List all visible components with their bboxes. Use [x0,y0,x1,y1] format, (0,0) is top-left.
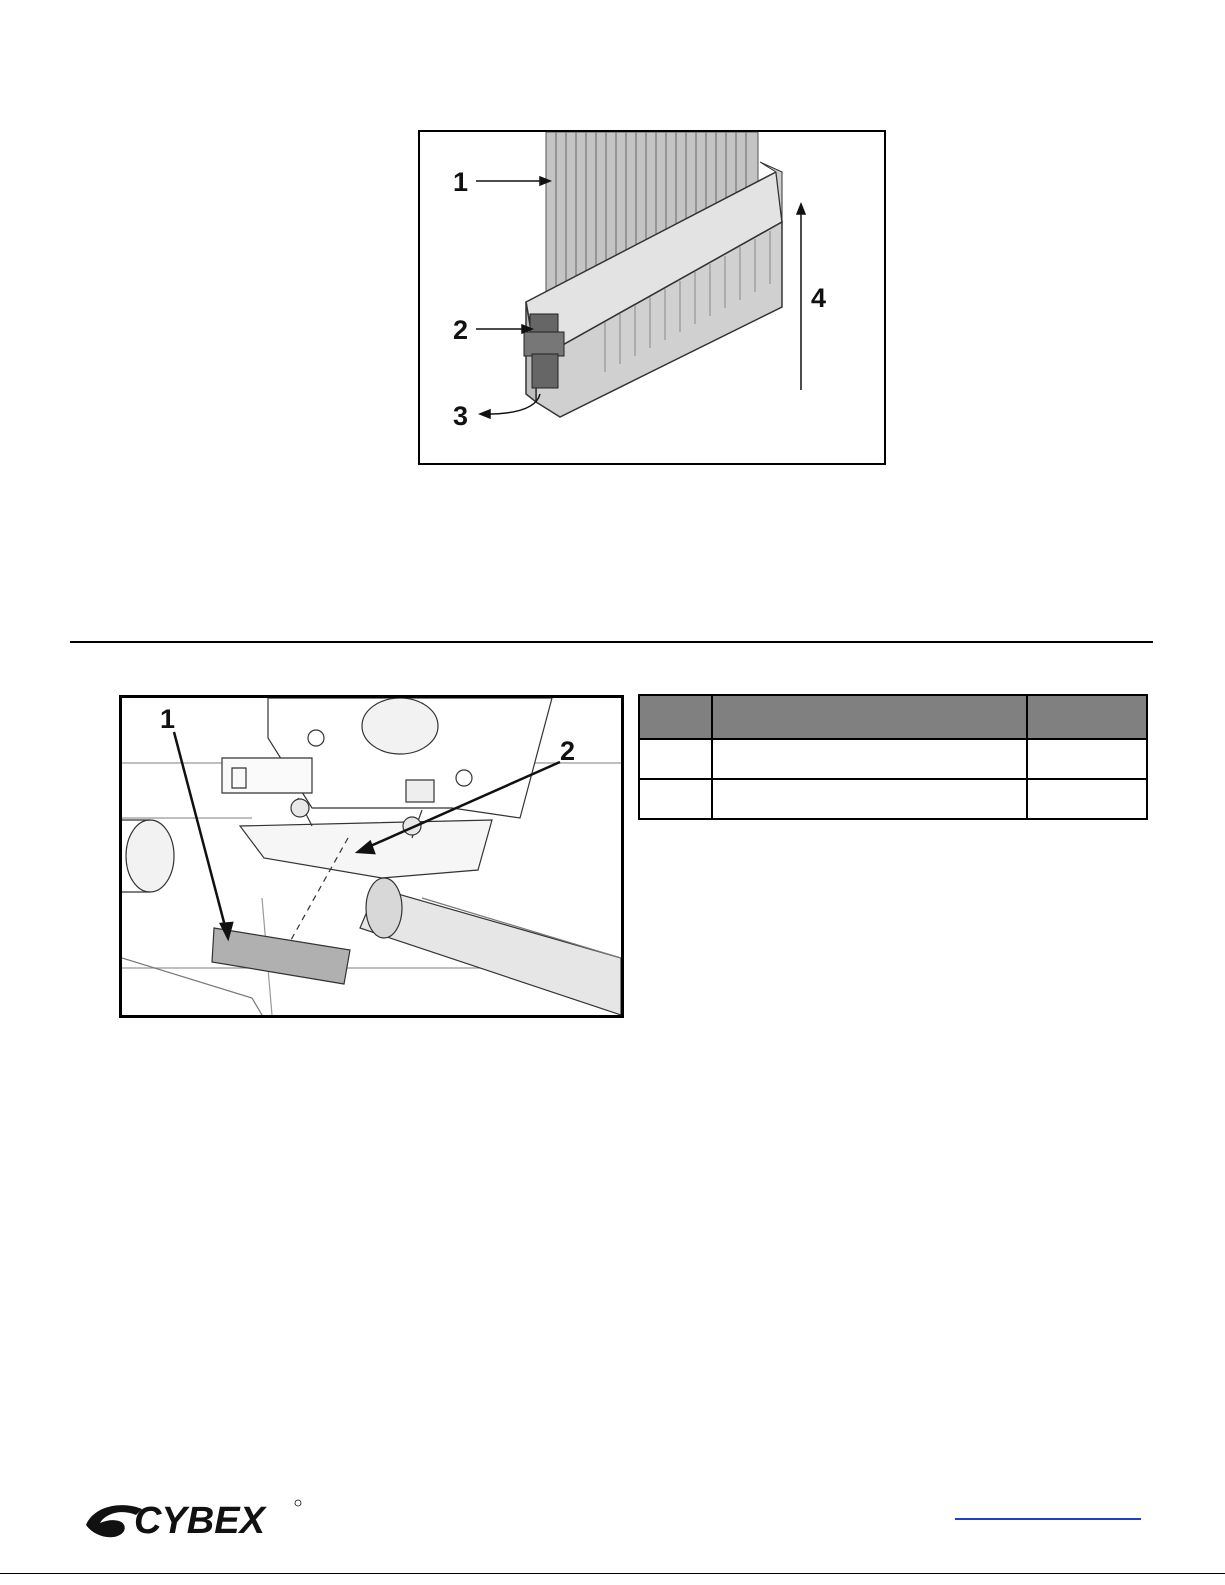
table-header-row [639,695,1147,739]
footer-rule [0,1573,1225,1574]
callout-1: 1 [453,167,469,197]
callout-4: 4 [811,283,827,313]
callout-3: 3 [453,401,469,431]
label-sticker [212,928,350,984]
table-cell [639,779,712,819]
table-cell [1027,739,1147,779]
bracket-figure [119,695,624,1018]
callout-2: 2 [560,736,576,766]
logo-graphic [84,1495,306,1543]
logo-text: CYBEX [134,1500,265,1542]
header-description [712,695,1027,739]
header-quantity [1027,695,1147,739]
section-divider [70,641,1153,643]
connector-illustration [420,132,884,463]
connector-figure [418,130,886,465]
table-row [639,739,1147,779]
parts-table [638,694,1148,820]
callout-1: 1 [160,704,176,734]
table-cell [712,739,1027,779]
table-row [639,779,1147,819]
table-cell [639,739,712,779]
cybex-logo [84,1495,306,1543]
bracket-illustration [122,698,621,1015]
website-link[interactable] [955,1518,1141,1520]
table-cell [712,779,1027,819]
callout-2: 2 [453,315,469,345]
table-cell [1027,779,1147,819]
header-item [639,695,712,739]
